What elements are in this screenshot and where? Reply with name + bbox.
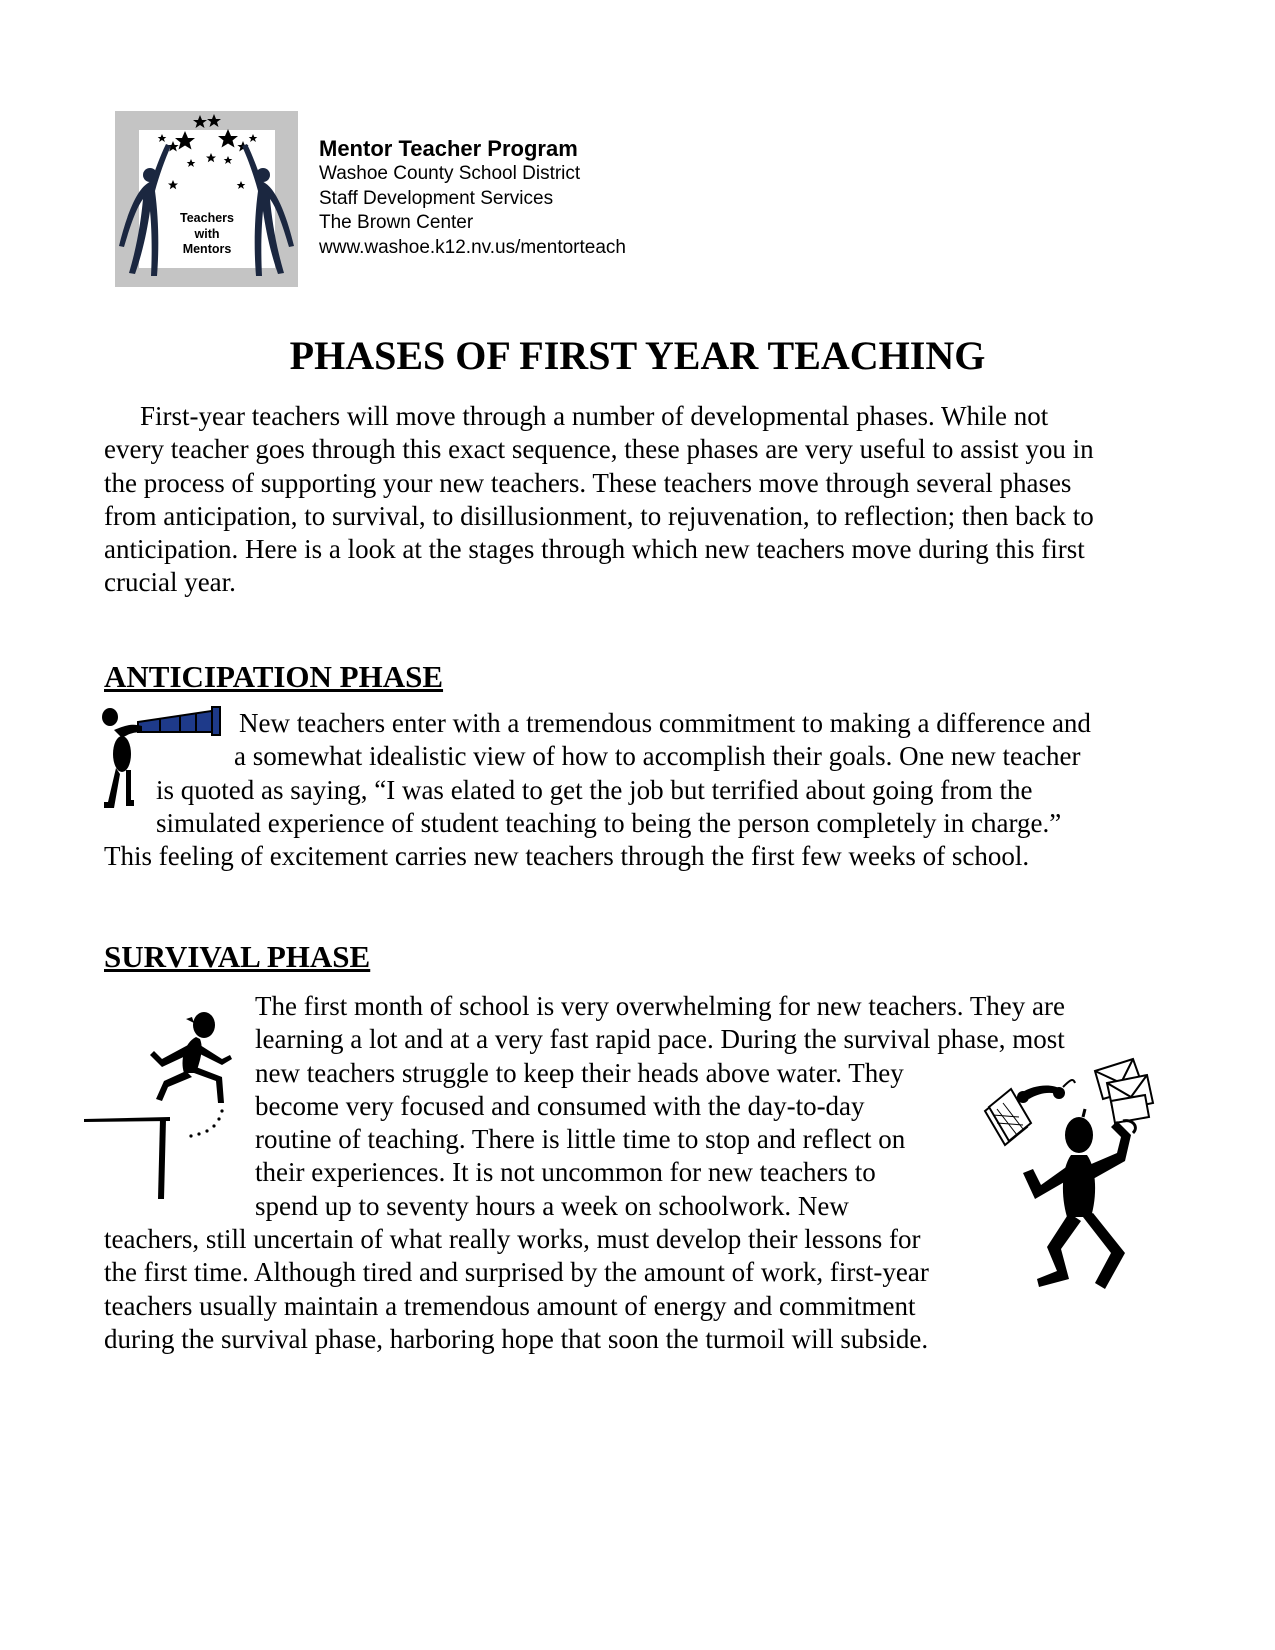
intro-paragraph: [104, 400, 1184, 600]
organization-info: [319, 136, 626, 260]
org-department: Staff Development Services: [319, 187, 554, 209]
stars-icon: [158, 114, 258, 189]
paragraph-line: new teachers struggle to keep their heads above water. They: [255, 1057, 904, 1088]
paragraph-line: teachers usually maintain a tremendous amount of energy and commitment: [104, 1290, 916, 1321]
paragraph-line: crucial year.: [104, 567, 236, 598]
paragraph-line: is quoted as saying, “I was elated to get the job but terrified about going from the: [156, 774, 1033, 805]
paragraph-line: First-year teachers will move through a number of developmental phases. While not: [140, 401, 1049, 431]
anticipation-paragraph: [104, 707, 1184, 873]
paragraph-line: every teacher goes through this exact sequence, these phases are very useful to assist you in: [104, 434, 1094, 465]
paragraph-line: This feeling of excitement carries new teachers through the first few weeks of school.: [104, 841, 1030, 872]
survival-paragraph: [104, 990, 1184, 1356]
paragraph-line: from anticipation, to survival, to disillusionment, to rejuvenation, to reflection; then back to: [104, 500, 1094, 531]
org-name: Mentor Teacher Program: [319, 136, 578, 161]
paragraph-line: anticipation. Here is a look at the stages through which new teachers move during this first: [104, 534, 1085, 565]
survival-heading: SURVIVAL PHASE: [104, 939, 371, 974]
program-logo: [115, 111, 298, 287]
paragraph-line: routine of teaching. There is little time to stop and reflect on: [255, 1124, 906, 1155]
paragraph-line: the process of supporting your new teachers. These teachers move through several phases: [104, 467, 1072, 498]
paragraph-line: New teachers enter with a tremendous commitment to making a difference and: [239, 708, 1091, 738]
paragraph-line: their experiences. It is not uncommon for new teachers to: [255, 1157, 876, 1188]
paragraph-line: learning a lot and at a very fast rapid pace. During the survival phase, most: [255, 1024, 1065, 1055]
logo-graphic: [115, 111, 298, 287]
paragraph-line: a somewhat idealistic view of how to accomplish their goals. One new teacher: [234, 741, 1081, 772]
paragraph-line: simulated experience of student teaching to being the person completely in charge.”: [156, 807, 1062, 838]
paragraph-line: teachers, still uncertain of what really works, must develop their lessons for: [104, 1224, 921, 1255]
org-location: The Brown Center: [319, 212, 474, 233]
page-title: PHASES OF FIRST YEAR TEACHING: [289, 333, 986, 378]
paragraph-line: spend up to seventy hours a week on schoolwork. New: [255, 1190, 849, 1221]
paragraph-line: become very focused and consumed with the day-to-day: [255, 1090, 865, 1121]
paragraph-line: during the survival phase, harboring hope that soon the turmoil will subside.: [104, 1323, 929, 1354]
logo-text-line: Mentors: [182, 242, 232, 256]
paragraph-line: the first time. Although tired and surprised by the amount of work, first-year: [104, 1257, 929, 1288]
paragraph-line: The first month of school is very overwhelming for new teachers. They are: [255, 991, 1065, 1021]
org-website: www.washoe.k12.nv.us/mentorteach: [319, 236, 626, 258]
anticipation-heading: ANTICIPATION PHASE: [104, 659, 444, 694]
logo-text-line: with: [194, 226, 220, 241]
org-district: Washoe County School District: [319, 163, 581, 184]
logo-text: [157, 211, 257, 258]
logo-text-line: Teachers: [180, 211, 234, 225]
